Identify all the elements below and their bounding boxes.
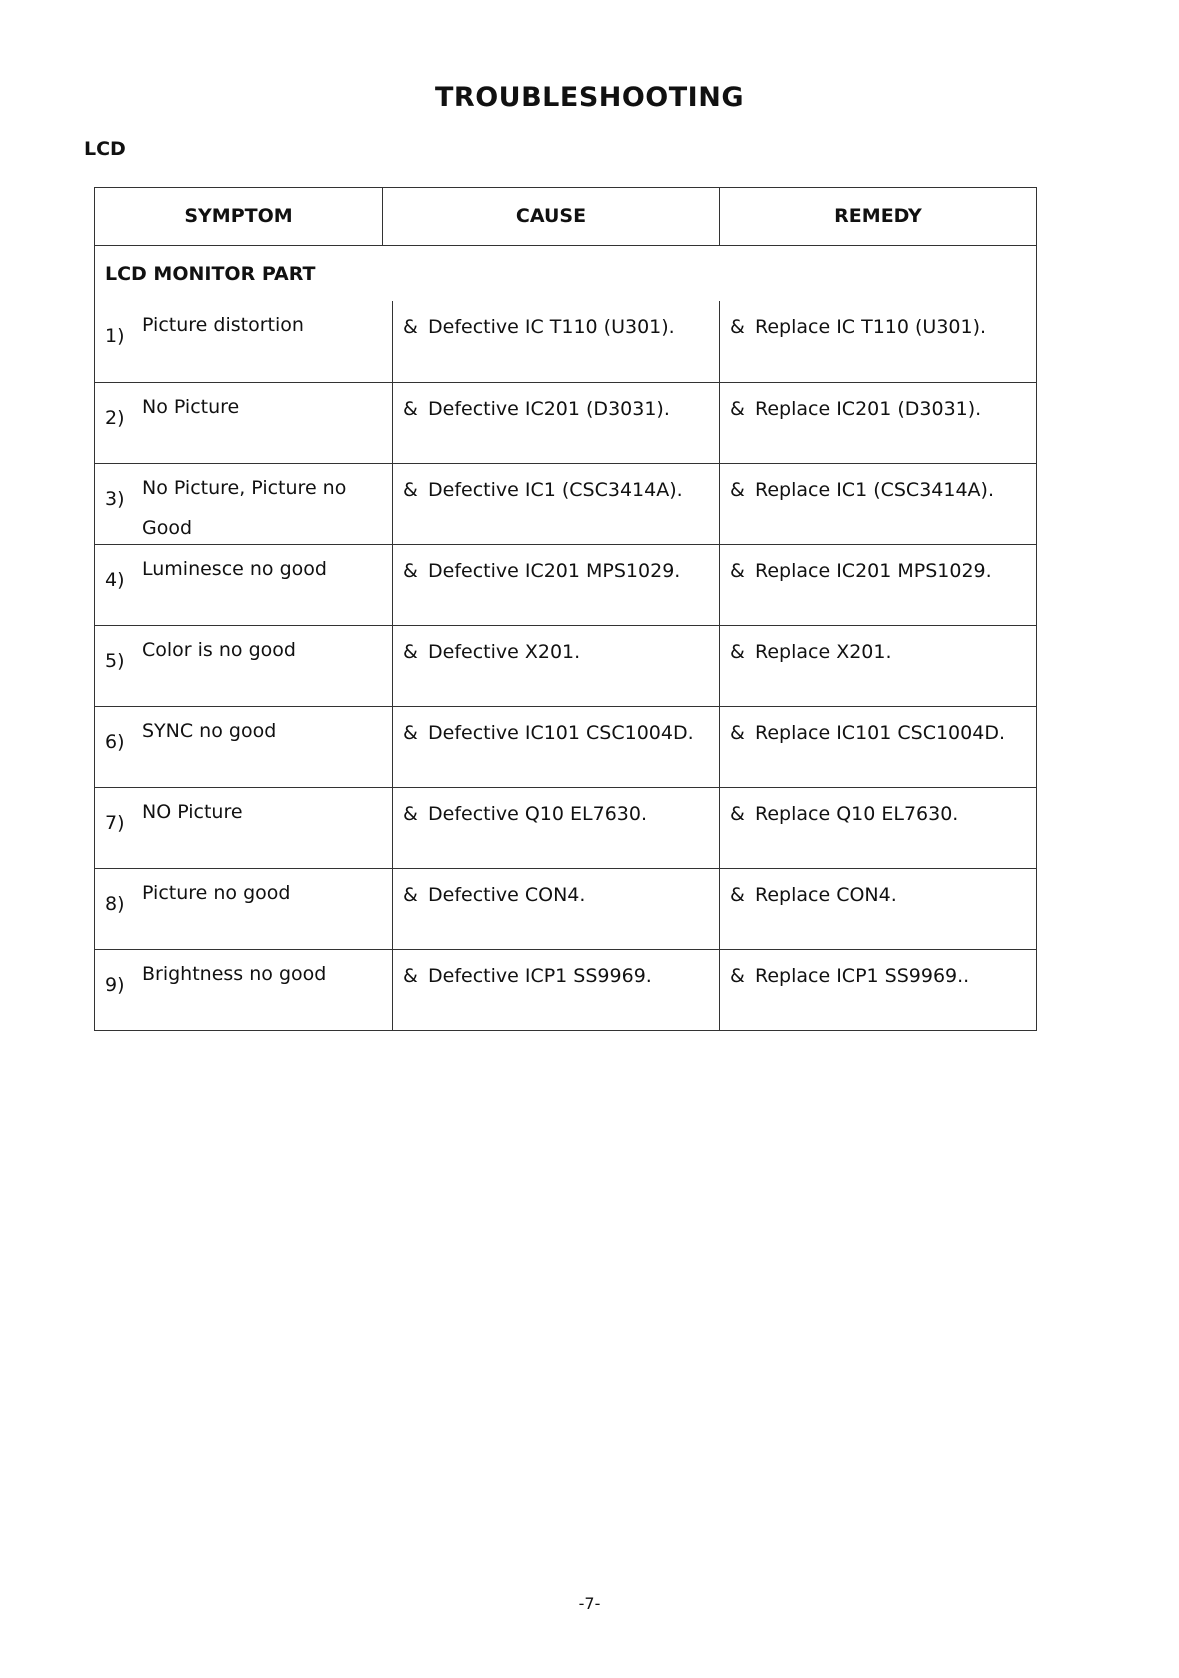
remedy-text: Replace IC T110 (U301). <box>755 316 987 338</box>
bullet-icon: & <box>730 965 745 987</box>
symptom-text: Brightness no good <box>142 963 327 985</box>
bullet-icon: & <box>403 965 418 987</box>
bullet-icon: & <box>730 316 745 338</box>
remedy-cell <box>719 707 1036 787</box>
header-symptom: SYMPTOM <box>184 205 293 227</box>
cause-cell <box>392 707 719 787</box>
cause-cell <box>392 545 719 625</box>
remedy-text: Replace IC201 MPS1029. <box>755 560 992 582</box>
table-header-row <box>95 188 1036 245</box>
remedy-cell <box>719 950 1036 1030</box>
bullet-icon: & <box>403 560 418 582</box>
symptom-cell <box>95 707 392 787</box>
remedy-text: Replace CON4. <box>755 884 897 906</box>
cause-cell <box>392 869 719 949</box>
bullet-icon: & <box>403 803 418 825</box>
bullet-icon: & <box>730 641 745 663</box>
remedy-cell <box>719 626 1036 706</box>
remedy-text: Replace IC101 CSC1004D. <box>755 722 1005 744</box>
cause-cell <box>392 383 719 463</box>
symptom-cell <box>95 545 392 625</box>
remedy-cell <box>719 464 1036 544</box>
bullet-icon: & <box>403 316 418 338</box>
troubleshooting-table <box>94 187 1037 1031</box>
table-row <box>95 706 1036 787</box>
bullet-icon: & <box>730 479 745 501</box>
table-row <box>95 949 1036 1030</box>
remedy-text: Replace ICP1 SS9969.. <box>755 965 970 987</box>
row-number: 4) <box>105 569 125 591</box>
symptom-cell <box>95 788 392 868</box>
symptom-text: Color is no good <box>142 639 296 661</box>
cause-text: Defective IC1 (CSC3414A). <box>428 479 683 501</box>
symptom-text: Picture no good <box>142 882 291 904</box>
cause-text: Defective CON4. <box>428 884 586 906</box>
symptom-text: No Picture, Picture no Good <box>142 477 347 539</box>
bullet-icon: & <box>403 884 418 906</box>
row-number: 8) <box>105 893 125 915</box>
row-number: 5) <box>105 650 125 672</box>
table-row <box>95 301 1036 382</box>
bullet-icon: & <box>403 722 418 744</box>
bullet-icon: & <box>403 398 418 420</box>
cause-text: Defective IC T110 (U301). <box>428 316 675 338</box>
bullet-icon: & <box>730 884 745 906</box>
section-heading: LCD <box>84 138 126 160</box>
symptom-text: Luminesce no good <box>142 558 327 580</box>
page-title: TROUBLESHOOTING <box>435 82 744 113</box>
remedy-text: Replace X201. <box>755 641 892 663</box>
table-row <box>95 868 1036 949</box>
cause-text: Defective X201. <box>428 641 581 663</box>
remedy-cell <box>719 383 1036 463</box>
symptom-text: NO Picture <box>142 801 243 823</box>
symptom-text: SYNC no good <box>142 720 277 742</box>
bullet-icon: & <box>730 803 745 825</box>
cause-cell <box>392 301 719 382</box>
remedy-cell <box>719 545 1036 625</box>
symptom-cell <box>95 626 392 706</box>
page-number: -7- <box>578 1594 601 1613</box>
remedy-text: Replace Q10 EL7630. <box>755 803 959 825</box>
cause-text: Defective ICP1 SS9969. <box>428 965 652 987</box>
symptom-cell <box>95 383 392 463</box>
row-number: 3) <box>105 488 125 510</box>
row-number: 6) <box>105 731 125 753</box>
remedy-cell <box>719 869 1036 949</box>
remedy-cell <box>719 788 1036 868</box>
bullet-icon: & <box>730 722 745 744</box>
remedy-cell <box>719 301 1036 382</box>
row-number: 7) <box>105 812 125 834</box>
table-row <box>95 544 1036 625</box>
cause-text: Defective IC201 (D3031). <box>428 398 670 420</box>
symptom-cell <box>95 950 392 1030</box>
table-row <box>95 625 1036 706</box>
cause-cell <box>392 950 719 1030</box>
bullet-icon: & <box>403 479 418 501</box>
remedy-text: Replace IC201 (D3031). <box>755 398 982 420</box>
cause-cell <box>392 464 719 544</box>
symptom-text: Picture distortion <box>142 314 304 336</box>
table-row <box>95 787 1036 868</box>
remedy-text: Replace IC1 (CSC3414A). <box>755 479 995 501</box>
table-row <box>95 382 1036 463</box>
header-remedy: REMEDY <box>719 188 1036 245</box>
row-number: 9) <box>105 974 125 996</box>
bullet-icon: & <box>730 398 745 420</box>
bullet-icon: & <box>730 560 745 582</box>
header-cause: CAUSE <box>382 188 719 245</box>
symptom-cell <box>95 464 392 544</box>
bullet-icon: & <box>403 641 418 663</box>
cause-text: Defective IC101 CSC1004D. <box>428 722 694 744</box>
part-label: LCD MONITOR PART <box>105 263 316 285</box>
row-number: 2) <box>105 407 125 429</box>
cause-cell <box>392 626 719 706</box>
symptom-cell <box>95 869 392 949</box>
cause-text: Defective IC201 MPS1029. <box>428 560 681 582</box>
symptom-cell <box>95 301 392 382</box>
row-number: 1) <box>105 325 125 347</box>
cause-cell <box>392 788 719 868</box>
part-row <box>95 245 1036 301</box>
table-row <box>95 463 1036 544</box>
symptom-text: No Picture <box>142 396 240 418</box>
cause-text: Defective Q10 EL7630. <box>428 803 648 825</box>
